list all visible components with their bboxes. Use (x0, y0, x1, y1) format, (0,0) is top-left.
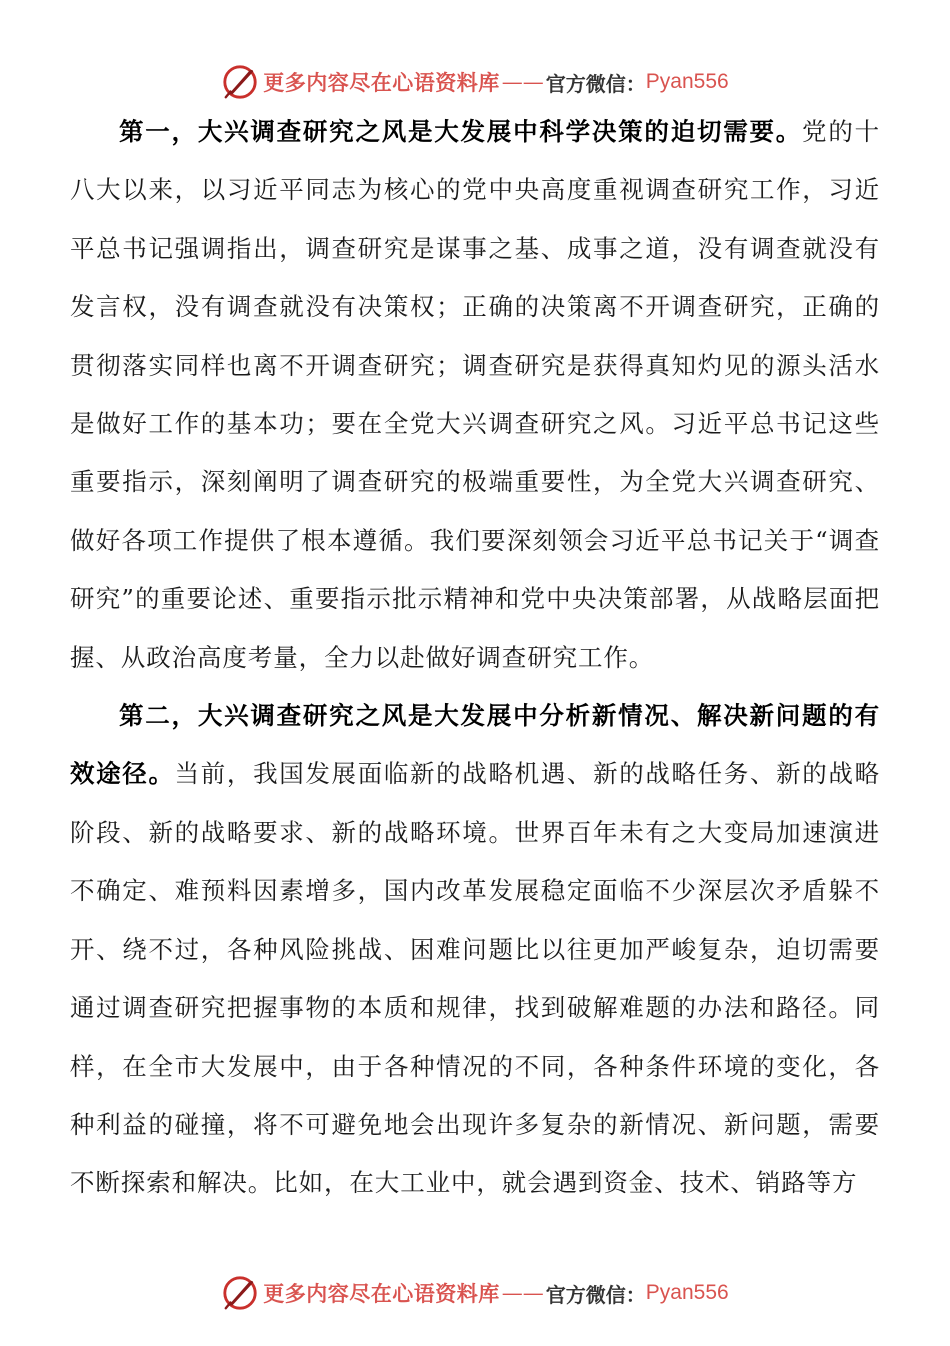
watermark-wechat-id: Pyan556 (645, 1281, 729, 1304)
quill-pen-in-circle-icon (221, 1274, 259, 1312)
watermark-separator: —— (501, 1281, 544, 1305)
watermark-banner-bottom (0, 1271, 950, 1315)
watermark-banner-top (0, 60, 950, 104)
watermark-wechat-label: 官方微信： (545, 71, 646, 96)
document-body (70, 103, 880, 1213)
watermark-separator: —— (501, 70, 544, 94)
watermark-text: 更多内容尽在心语资料库 (263, 1281, 500, 1306)
paragraph-1-body: 党的十八大以来，以习近平同志为核心的党中央高度重视调查研究工作，习近平总书记强调指出，调查研究是谋事之基、成事之道，没有调查就没有发言权，没有调查就没有决策权；正确的决策离不开调查研究，正确的贯彻落实同样也离不开调查研究；调查研究是获得真知灼见的源头活水是做好工作的基本功；要在全党大兴调查研究之风。习近平总书记这些重要指示，深刻阐明了调查研究的极端重要性，为全党大兴调查研究、做好各项工作提供了根本遵循。我们要深刻领会习近平总书记关于“调查研究”的重要论述、重要指示批示精神和党中央决策部署，从战略层面把握、从政治高度考量，全力以赴做好调查研究工作。 (70, 117, 880, 672)
paragraph-1 (70, 103, 880, 687)
watermark-wechat-label: 官方微信： (545, 1282, 646, 1307)
watermark-text: 更多内容尽在心语资料库 (263, 70, 500, 95)
watermark-wechat-id: Pyan556 (645, 70, 729, 93)
paragraph-2 (70, 687, 880, 1213)
paragraph-1-lead: 第一，大兴调查研究之风是大发展中科学决策的迫切需要。 (119, 117, 803, 146)
paragraph-2-lead: 第二，大兴调查研究之风是大发展中分析新情况、解决新问题的有效途径。 (70, 701, 880, 789)
paragraph-2-body: 当前，我国发展面临新的战略机遇、新的战略任务、新的战略阶段、新的战略要求、新的战略环境。世界百年未有之大变局加速演进不确定、难预料因素增多，国内改革发展稳定面临不少深层次矛盾躲不开、绕不过，各种风险挑战、困难问题比以往更加严峻复杂，迫切需要通过调查研究把握事物的本质和规律，找到破解难题的办法和路径。同样，在全市大发展中，由于各种情况的不同，各种条件环境的变化，各种利益的碰撞，将不可避免地会出现许多复杂的新情况、新问题，需要不断探索和解决。比如，在大工业中，就会遇到资金、技术、销路等方 (70, 759, 880, 1198)
quill-pen-in-circle-icon (221, 63, 259, 101)
